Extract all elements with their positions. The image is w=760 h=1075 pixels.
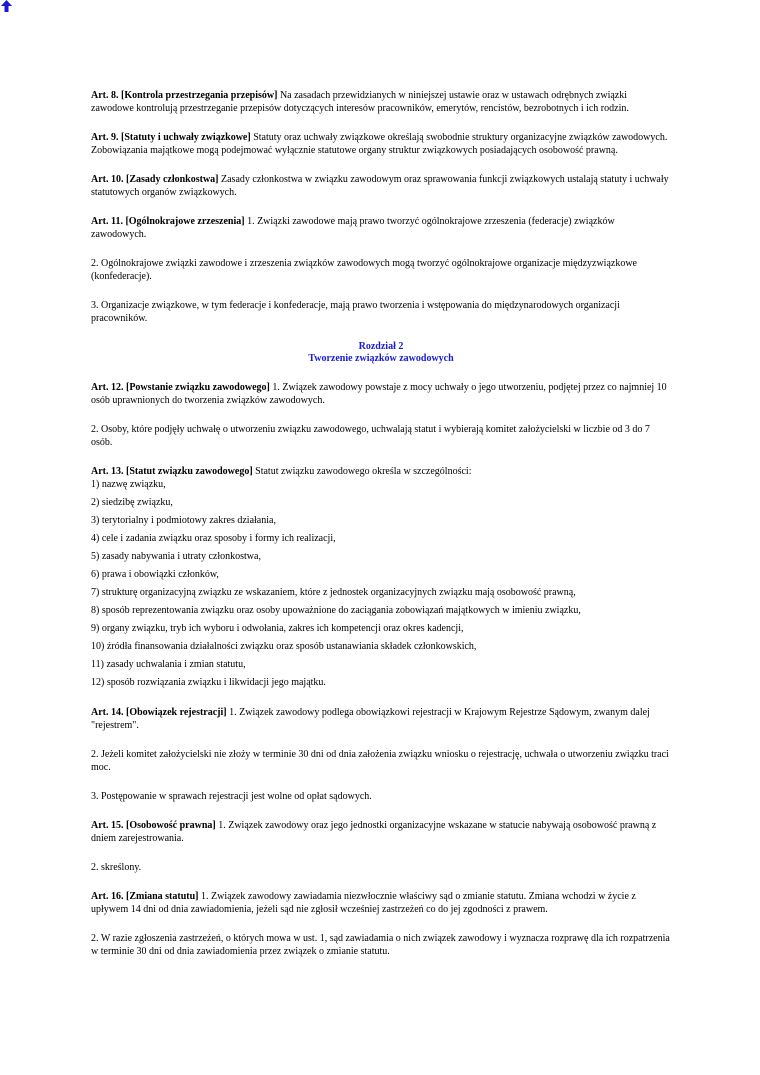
article-15-paragraph-1 bbox=[91, 819, 671, 845]
article-heading: Art. 10. [Zasady członkostwa] bbox=[91, 174, 219, 185]
article-heading: Art. 11. [Ogólnokrajowe zrzeszenia] bbox=[91, 216, 245, 227]
article-11-paragraph-3: 3. Organizacje związkowe, w tym federacje i konfederacje, mają prawo tworzenia i wstępowania do międzynarodowych organizacji pracowników. bbox=[91, 300, 620, 324]
article-text: 1. Związki zawodowe mają prawo tworzyć ogólnokrajowe zrzeszenia (federacje) związków zawodowych. bbox=[91, 216, 615, 240]
article-heading: Art. 16. [Zmiana statutu] bbox=[91, 891, 199, 902]
article-text: 1. Związek zawodowy oraz jego jednostki organizacyjne wskazane w statucie nabywają osobowość prawną z dniem zarejestrowania. bbox=[91, 820, 657, 844]
article-heading: Art. 14. [Obowiązek rejestracji] bbox=[91, 707, 227, 718]
list-item: 8) sposób reprezentowania związku oraz osoby upoważnione do zaciągania zobowiązań majątkowych w imieniu związku, bbox=[91, 605, 581, 616]
article-heading: Art. 15. [Osobowość prawna] bbox=[91, 820, 216, 831]
article-11-paragraph-2: 2. Ogólnokrajowe związki zawodowe i zrzeszenia związków zawodowych mogą tworzyć ogólnokrajowe organizacje międzyzwiązkowe (konfederacje). bbox=[91, 258, 637, 282]
article-heading: Art. 8. [Kontrola przestrzegania przepisów] bbox=[91, 90, 278, 101]
article-11-paragraph-1 bbox=[91, 215, 671, 241]
article-text: 1. Związek zawodowy powstaje z mocy uchwały o jego utworzeniu, podjętej przez co najmniej 10 osób uprawnionych do tworzenia związków zawodowych. bbox=[91, 382, 667, 406]
article-12-paragraph-2: 2. Osoby, które podjęły uchwałę o utworzeniu związku zawodowego, uchwalają statut i wybierają komitet założycielski w liczbie od 3 do 7 osób. bbox=[91, 424, 650, 448]
article-heading: Art. 9. [Statuty i uchwały związkowe] bbox=[91, 132, 251, 143]
chapter-heading bbox=[91, 341, 671, 365]
article-14-paragraph-2: 2. Jeżeli komitet założycielski nie złoży w terminie 30 dni od dnia założenia związku wniosku o rejestrację, uchwała o utworzeniu związku traci moc. bbox=[91, 749, 669, 773]
list-item: 12) sposób rozwiązania związku i likwidacji jego majątku. bbox=[91, 677, 326, 688]
article-heading: Art. 12. [Powstanie związku zawodowego] bbox=[91, 382, 270, 393]
article-16-paragraph-2: 2. W razie zgłoszenia zastrzeżeń, o których mowa w ust. 1, sąd zawiadamia o nich związek zawodowy i wyznacza rozprawę dla ich rozpatrzenia w terminie 30 dni od dnia zawiadomienia przez związek o zmianie statutu. bbox=[91, 933, 670, 957]
list-item: 10) źródła finansowania działalności związku oraz sposób ustanawiania składek członkowskich, bbox=[91, 641, 477, 652]
list-item: 2) siedzibę związku, bbox=[91, 497, 173, 508]
article-14-paragraph-1 bbox=[91, 706, 671, 732]
article-text: Statut związku zawodowego określa w szczególności: bbox=[252, 466, 472, 477]
article-text: Statuty oraz uchwały związkowe określają swobodnie struktury organizacyjne związków zawodowych. Zobowiązania majątkowe mogą podejmować wyłącznie statutowe organy struktur związkowych posiadających osobowość prawną. bbox=[91, 132, 668, 156]
article-14-paragraph-3: 3. Postępowanie w sprawach rejestracji jest wolne od opłat sądowych. bbox=[91, 791, 372, 802]
list-item: 7) strukturę organizacyjną związku ze wskazaniem, które z jednostek organizacyjnych związku mają osobowość prawną, bbox=[91, 587, 576, 598]
article-13-intro bbox=[91, 465, 671, 478]
list-item: 6) prawa i obowiązki członków, bbox=[91, 569, 219, 580]
up-arrow-icon[interactable] bbox=[1, 0, 12, 12]
article-12-paragraph-1 bbox=[91, 381, 671, 407]
list-item: 11) zasady uchwalania i zmian statutu, bbox=[91, 659, 246, 670]
article-text: Na zasadach przewidzianych w niniejszej ustawie oraz w ustawach odrębnych związki zawodowe kontrolują przestrzeganie przepisów dotyczących interesów pracowników, emerytów, rencistów, bezrobotnych i ich rodzin. bbox=[91, 90, 629, 114]
article-9 bbox=[91, 131, 671, 157]
article-text: 1. Związek zawodowy podlega obowiązkowi rejestracji w Krajowym Rejestrze Sądowym, zwanym dalej "rejestrem". bbox=[91, 707, 650, 731]
list-item: 1) nazwę związku, bbox=[91, 479, 166, 490]
article-16-paragraph-1 bbox=[91, 890, 671, 916]
article-13-list bbox=[91, 478, 671, 689]
article-10 bbox=[91, 173, 671, 199]
list-item: 5) zasady nabywania i utraty członkostwa, bbox=[91, 551, 261, 562]
article-heading: Art. 13. [Statut związku zawodowego] bbox=[91, 466, 253, 477]
article-text: 1. Związek zawodowy zawiadamia niezwłocznie właściwy sąd o zmianie statutu. Zmiana wchodzi w życie z upływem 14 dni od dnia zawiadomienia, jeżeli sąd nie zgłosił wcześniej zastrzeżeń co do jej zgodności z prawem. bbox=[91, 891, 636, 915]
chapter-title: Tworzenie związków zawodowych bbox=[308, 353, 454, 364]
list-item: 4) cele i zadania związku oraz sposoby i formy ich realizacji, bbox=[91, 533, 336, 544]
article-8 bbox=[91, 89, 671, 115]
chapter-number: Rozdział 2 bbox=[358, 341, 404, 352]
article-text: Zasady członkostwa w związku zawodowym oraz sprawowania funkcji związkowych ustalają statuty i uchwały statutowych organów związkowych. bbox=[91, 174, 669, 198]
list-item: 9) organy związku, tryb ich wyboru i odwołania, zakres ich kompetencji oraz okres kadencji, bbox=[91, 623, 464, 634]
article-15-paragraph-2: 2. skreślony. bbox=[91, 862, 142, 873]
list-item: 3) terytorialny i podmiotowy zakres działania, bbox=[91, 515, 276, 526]
document-body bbox=[91, 89, 671, 974]
